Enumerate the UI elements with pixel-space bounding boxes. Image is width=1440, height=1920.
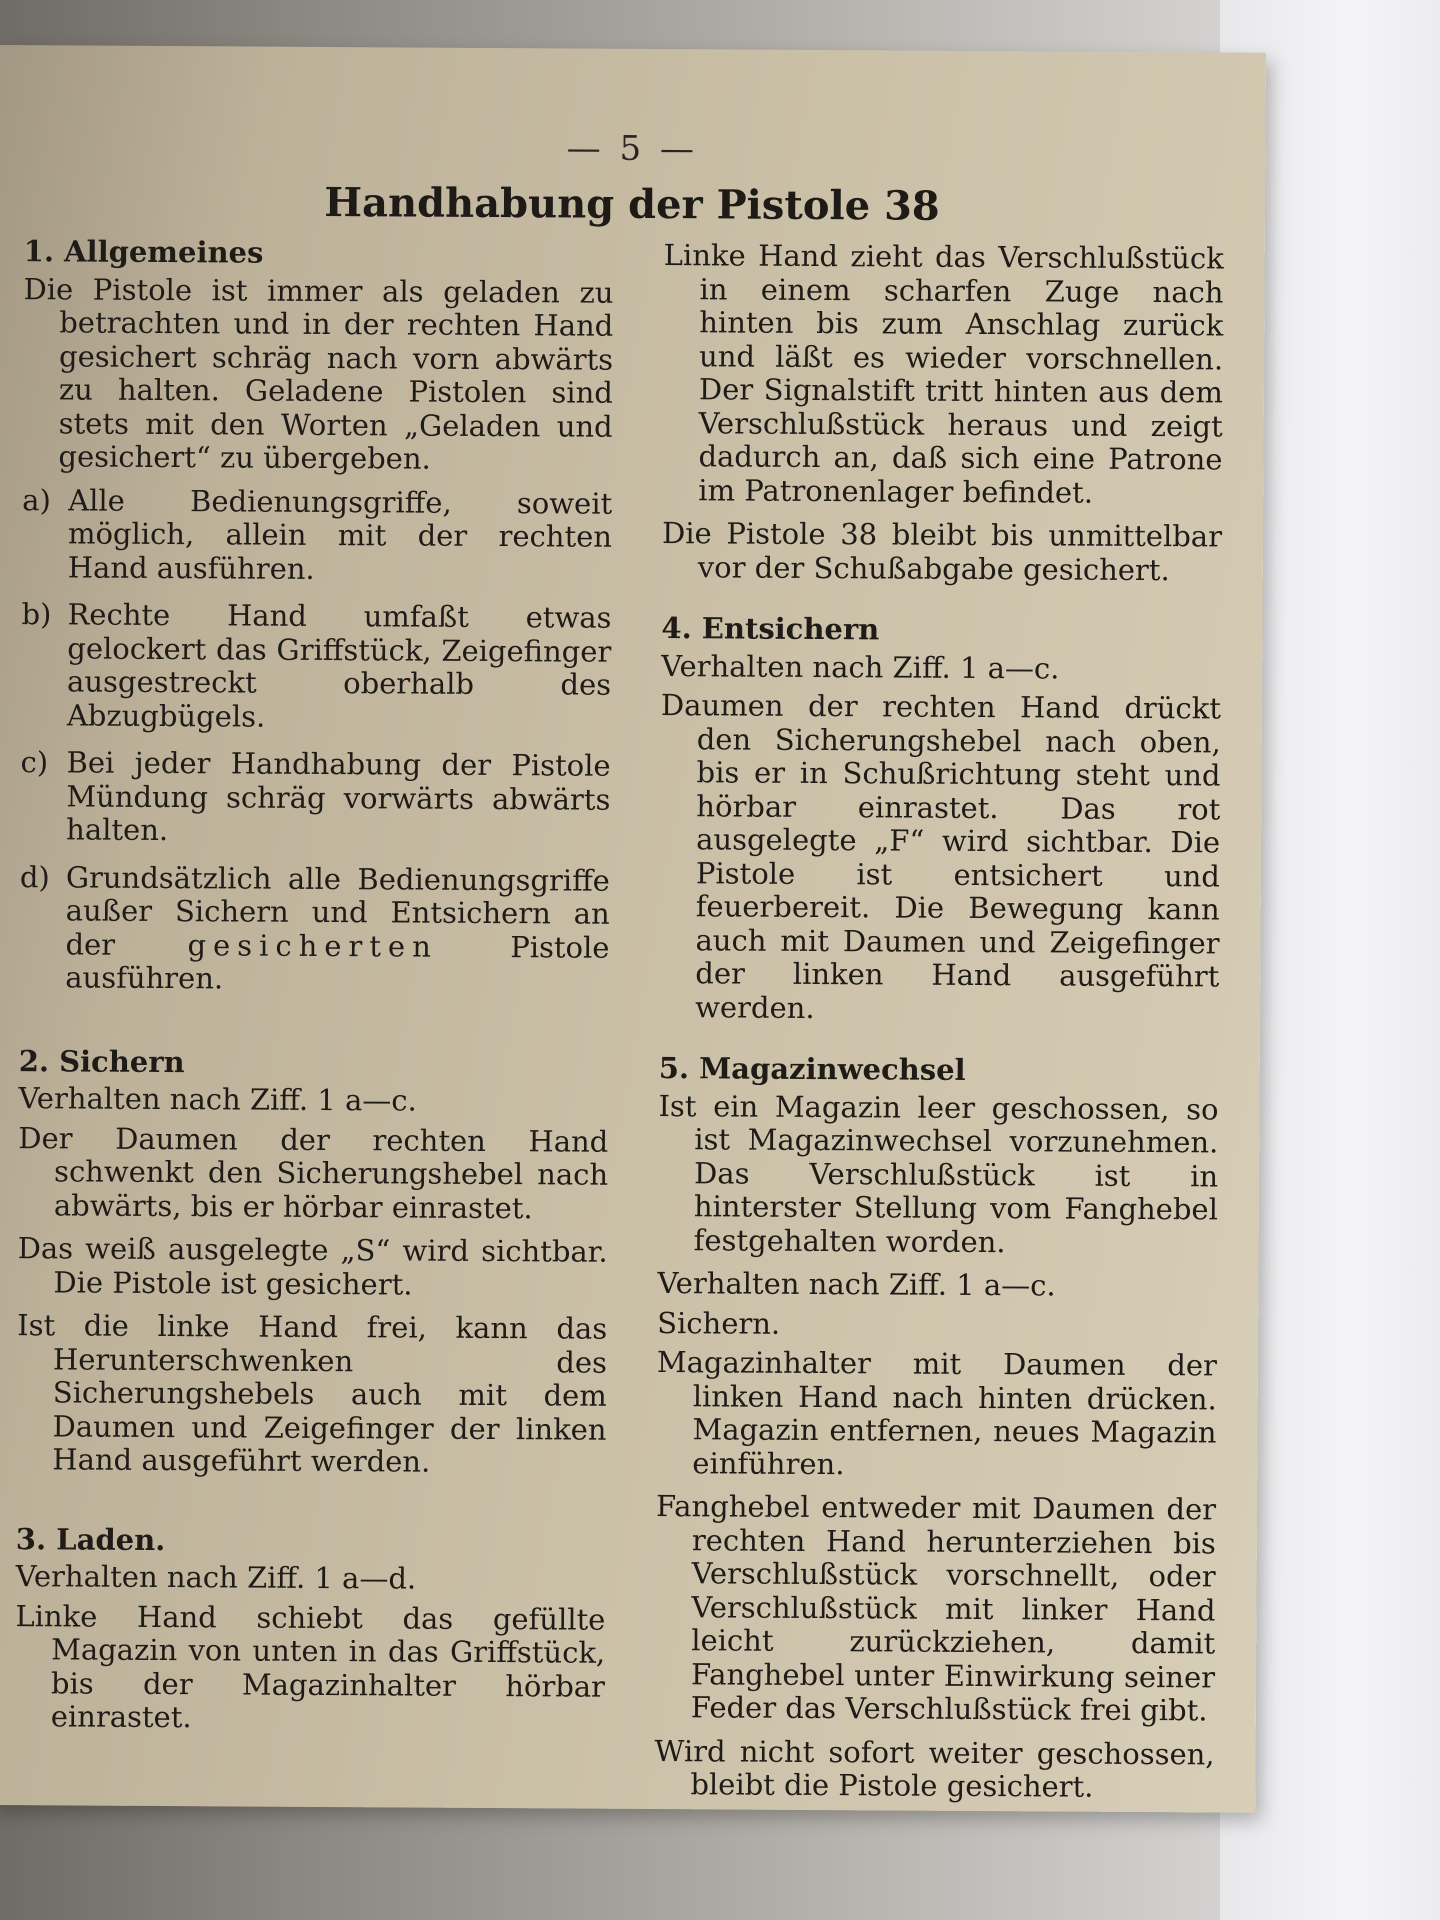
paragraph: Ist ein Magazin leer geschossen, so ist Magazinwechsel vorzunehmen. Das Verschlußstück ist in hinterster Stellung vom Fanghebel festgehalten worden.: [658, 1088, 1219, 1259]
list-item-text: Bei jeder Handhabung der Pistole Mündung schräg vorwärts abwärts halten.: [66, 745, 611, 848]
paragraph: Die Pistole 38 bleibt bis unmittelbar vor der Schußabgabe gesichert.: [661, 516, 1223, 587]
page-number: — 5 —: [566, 128, 699, 170]
paragraph: Die Pistole ist immer als geladen zu betrachten und in der rechten Hand gesichert schräg nach vorn abwärts zu halten. Geladene Pistolen sind stets mit den Worten „Geladen und gesichert“ zu übergeben.: [23, 271, 614, 476]
list-item: [20, 746, 611, 850]
reference-line: Verhalten nach Ziff. 1 a—c.: [657, 1266, 1056, 1303]
document-page: [0, 45, 1266, 1813]
right-column: [654, 239, 1224, 1815]
paragraph: Magazinhalter mit Daumen der linken Hand nach hinten drücken. Magazin entfernen, neues Magazin einführen.: [656, 1345, 1218, 1481]
reference-line: Verhalten nach Ziff. 1 a—c.: [661, 648, 1060, 685]
paragraph: Linke Hand schiebt das gefüllte Magazin von unten in das Griffstück, bis der Magazinhalter hörbar einrastet.: [15, 1598, 606, 1735]
paragraph: Linke Hand zieht das Verschlußstück in einem scharfen Zuge nach hinten bis zum Anschlag zurück und läßt es wieder vorschnellen. Der Signalstift tritt hinten aus dem Verschlußstück heraus und zeigt dadurch an, daß sich eine Patrone im Patronenlager befindet.: [663, 238, 1224, 510]
paragraph: Ist die linke Hand frei, kann das Herunterschwenken des Sicherungshebels auch mit dem Daumen und Zeigefinger der linken Hand ausgeführt werden.: [17, 1308, 608, 1479]
list-item-text-part: Pistole ausführen.: [65, 929, 610, 996]
list-item-label: b): [21, 597, 52, 632]
paragraph: Wird nicht sofort weiter geschossen, bleibt die Pistole gesichert.: [654, 1733, 1215, 1804]
list-item-label: c): [20, 745, 49, 780]
list-item-label: d): [19, 859, 50, 894]
paragraph: Fanghebel entweder mit Daumen der rechten Hand herunterziehen bis Verschlußstück vorschnellt, oder Verschlußstück mit linker Hand leicht zurückziehen, damit Fanghebel unter Einwirkung seiner Feder das Verschlußstück frei gibt.: [655, 1489, 1217, 1728]
page-heading: Handhabung der Pistole 38: [324, 178, 940, 230]
list-item-text: [65, 861, 610, 998]
list-item: [21, 598, 612, 736]
list-item: [22, 484, 613, 588]
section-title-magazinwechsel: 5. Magazinwechsel: [658, 1051, 966, 1087]
reference-line: Verhalten nach Ziff. 1 a—c.: [18, 1081, 417, 1118]
reference-line: Verhalten nach Ziff. 1 a—d.: [15, 1559, 417, 1596]
emphasized-word: gesicherten: [187, 927, 438, 964]
sichern-line: Sichern.: [657, 1305, 781, 1341]
list-item-text-part: Grundsätzlich alle Bedienungsgriffe außer Sichern und Entsichern an der: [65, 859, 611, 962]
list-item: [19, 861, 610, 999]
left-column: [15, 235, 614, 1747]
section-title-allgemeines: 1. Allgemeines: [23, 234, 264, 270]
section-title-laden: 3. Laden.: [15, 1521, 166, 1557]
paragraph: Der Daumen der rechten Hand schwenkt den Sicherungshebel nach abwärts, bis er hörbar einrastet.: [18, 1120, 609, 1225]
list-item-text: Rechte Hand umfaßt etwas gelockert das Griffstück, Zeigefinger ausgestreckt oberhalb des Abzugbügels.: [66, 597, 612, 734]
paragraph: Daumen der rechten Hand drückt den Sicherungshebel nach oben, bis er in Schußrichtung steht und hörbar einrastet. Das rot ausgelegte „F“ wird sichtbar. Die Pistole ist entsichert und feuerbereit. Die Bewegung kann auch mit Daumen und Zeigefinger der linken Hand ausgeführt werden.: [660, 688, 1222, 1025]
section-title-entsichern: 4. Entsichern: [661, 611, 880, 647]
section-title-sichern: 2. Sichern: [18, 1043, 185, 1079]
paragraph: Das weiß ausgelegte „S“ wird sichtbar. Die Pistole ist gesichert.: [17, 1231, 608, 1302]
list-item-label: a): [22, 482, 51, 517]
list-item-text: Alle Bedienungsgriffe, soweit möglich, allein mit der rechten Hand ausführen.: [67, 482, 613, 586]
